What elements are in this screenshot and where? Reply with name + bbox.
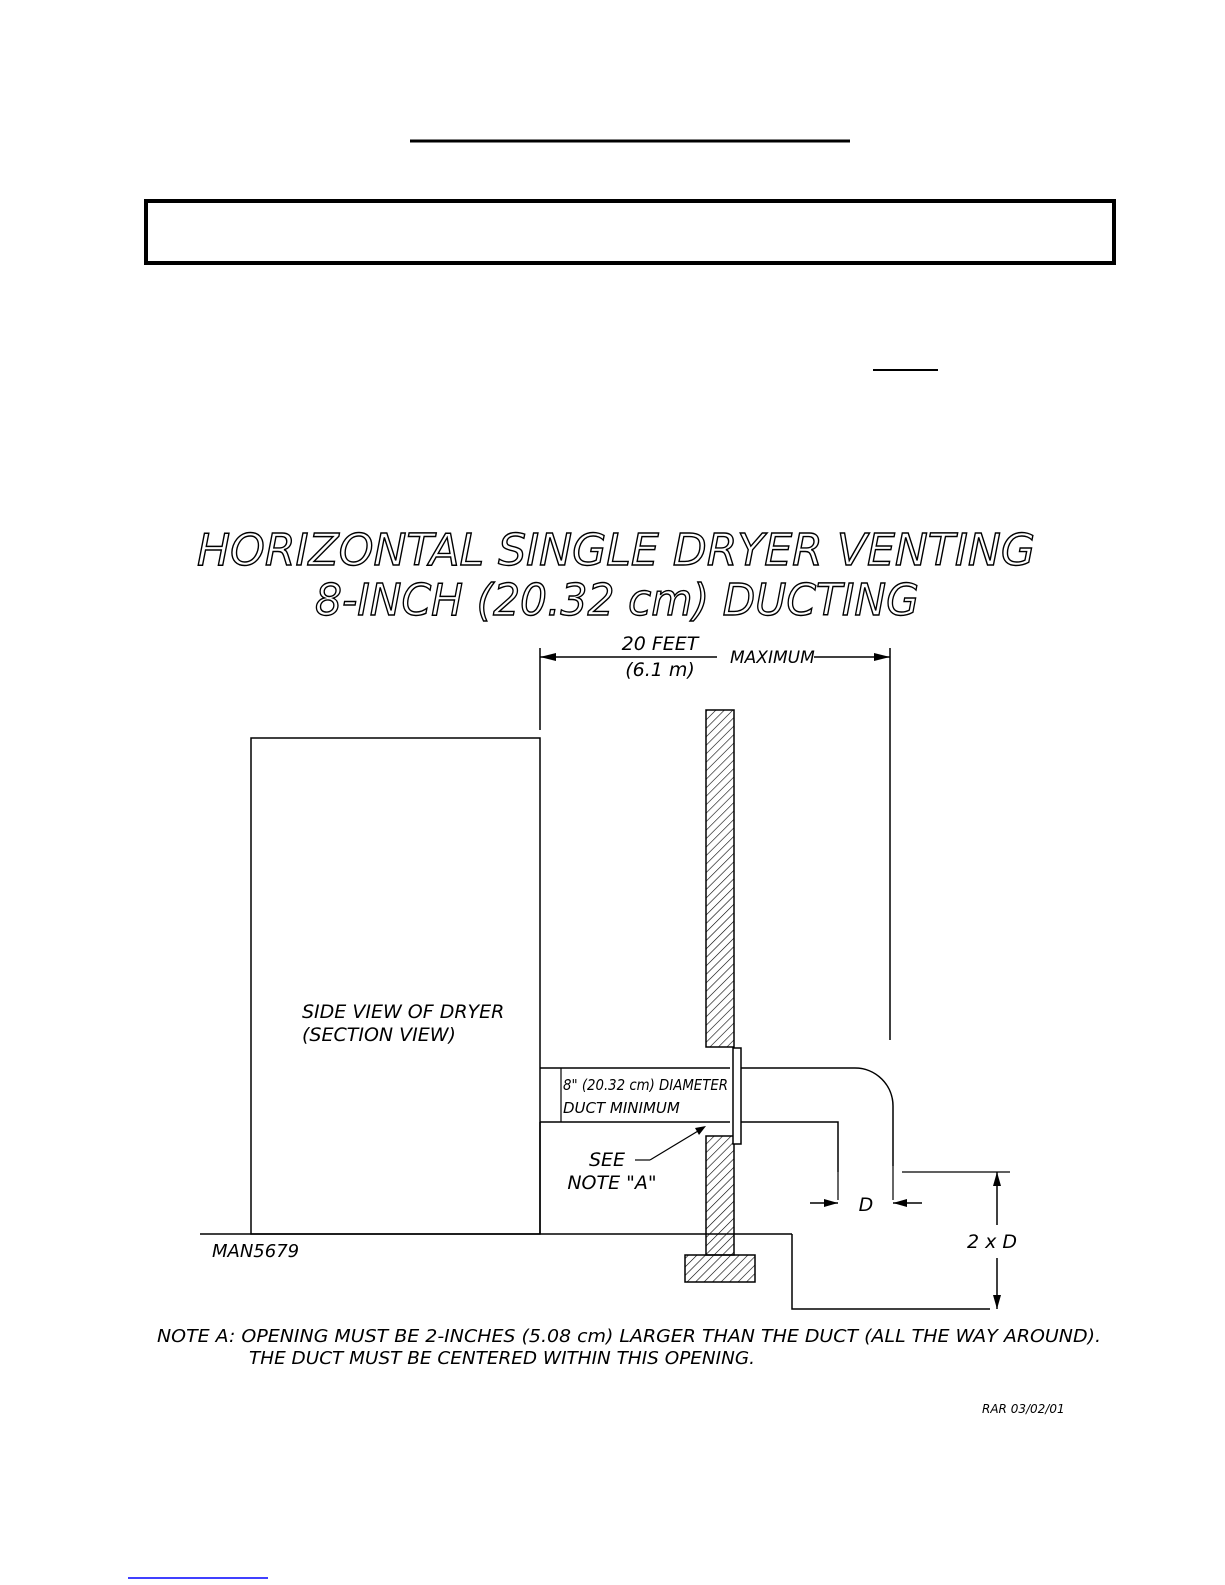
diagram-title-line2: 8-INCH (20.32 cm) DUCTING [315, 575, 919, 626]
grade-drop-line [792, 1234, 990, 1309]
two-d-label: 2 x D [966, 1231, 1018, 1253]
duct-label-line2: DUCT MINIMUM [563, 1099, 680, 1117]
revision-stamp: RAR 03/02/01 [982, 1402, 1065, 1416]
duct-label-line1: 8" (20.32 cm) DIAMETER [563, 1076, 728, 1094]
dryer-body [251, 738, 540, 1234]
drawing-id: MAN5679 [212, 1241, 300, 1262]
see-note-leader [635, 1126, 706, 1160]
notice-box [146, 201, 1114, 263]
wall-sleeve [733, 1048, 741, 1144]
length-meters-label: (6.1 m) [625, 659, 695, 681]
exterior-wall [685, 710, 755, 1282]
note-a-line1: NOTE A: OPENING MUST BE 2-INCHES (5.08 cm) LARGER THAN THE DUCT (ALL THE WAY AROUND). [157, 1326, 1101, 1347]
see-note-line2: NOTE "A" [567, 1172, 657, 1194]
see-note-line1: SEE [588, 1149, 626, 1171]
d-label: D [858, 1194, 874, 1216]
dryer-label-line1: SIDE VIEW OF DRYER [302, 1001, 505, 1023]
d-dimension [810, 1194, 922, 1216]
duct-elbow-outside [741, 1068, 1010, 1200]
dryer-label-line2: (SECTION VIEW) [302, 1024, 456, 1046]
length-maximum-label: MAXIMUM [730, 648, 815, 668]
two-d-dimension [967, 1172, 1017, 1309]
length-feet-label: 20 FEET [621, 633, 699, 655]
note-a-line2: THE DUCT MUST BE CENTERED WITHIN THIS OPENING. [249, 1348, 755, 1369]
diagram-title-line1: HORIZONTAL SINGLE DRYER VENTING [197, 525, 1035, 576]
